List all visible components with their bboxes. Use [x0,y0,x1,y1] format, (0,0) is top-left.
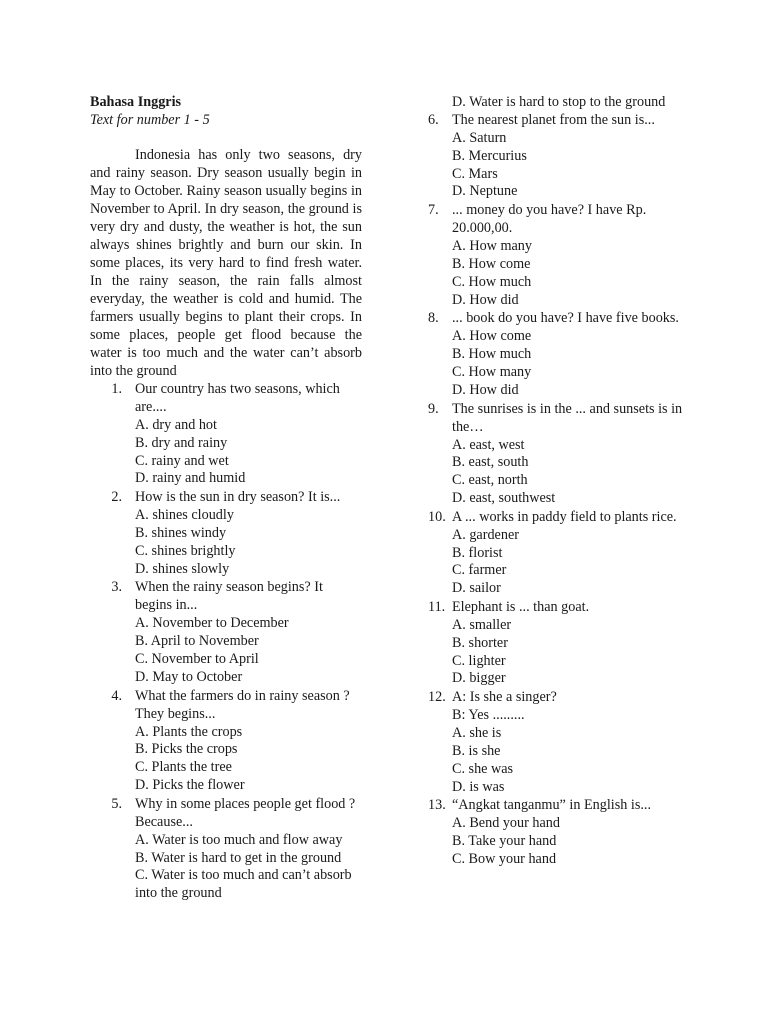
answer-option: B. is she [452,742,501,759]
answer-option: C. Water is too much and can’t absorb into the ground [135,867,352,902]
subject-title: Bahasa Inggris [90,94,182,110]
option-list [452,815,700,868]
option-list [135,724,362,795]
answer-option: B. Take your hand [452,833,557,850]
question-item [428,508,700,598]
question-number: 7. [428,202,439,219]
question-item [428,201,700,309]
answer-option: D. east, southwest [452,489,556,506]
answer-option: C. lighter [452,652,506,669]
answer-option: C. How much [452,273,532,290]
option-list [452,527,700,598]
question-number: 12. [428,689,446,706]
answer-option: B. April to November [135,633,259,650]
answer-option: C. Bow your hand [452,850,557,867]
question-item [428,111,700,201]
answer-option: A. dry and hot [135,417,217,433]
option-list [452,238,700,309]
answer-option: B. Picks the crops [135,741,238,758]
question-number: 1. [111,381,122,397]
question-list-left [90,380,362,903]
answer-option: A. east, west [452,436,525,453]
question-number: 5. [111,795,122,812]
question-number: 6. [428,112,439,128]
answer-option: C. November to April [135,650,259,667]
question-item [428,309,700,399]
answer-option: B. dry and rainy [135,434,228,451]
question-item [90,488,362,578]
answer-option: A. How come [452,328,532,345]
answer-option: D. bigger [452,670,506,687]
answer-option: B. Mercurius [452,147,527,164]
answer-option: C. farmer [452,562,507,579]
answer-option: D. is was [452,778,505,795]
question-text: Our country has two seasons, which are.... [135,381,340,415]
answer-option: D. sailor [452,580,501,597]
answer-option: B. shines windy [135,524,227,541]
question-text: A: Is she a singer? [452,689,557,706]
answer-option: C. shines brightly [135,542,236,559]
answer-option: D. Picks the flower [135,776,245,793]
question-number: 11. [428,598,446,615]
answer-option: D. rainy and humid [135,470,246,487]
question-text: ... book do you have? I have five books. [452,310,679,327]
question-text: Why in some places people get flood ? Because... [135,795,356,830]
option-list [452,437,700,508]
option-list [452,130,700,201]
instruction-text: Text for number 1 - 5 [90,112,210,128]
question-number: 4. [111,687,122,704]
question-text: When the rainy season begins? It begins in... [135,579,323,614]
answer-option: C. Mars [452,165,498,182]
answer-option: D. How did [452,381,519,398]
question-number: 8. [428,310,439,327]
answer-option: C. rainy and wet [135,452,229,469]
question-item [428,688,700,796]
question-text-line2: B: Yes ......... [452,707,525,724]
question-number: 9. [428,400,439,417]
question-text: How is the sun in dry season? It is... [135,489,341,506]
question-text: What the farmers do in rainy season ? They begins... [135,687,350,722]
answer-option: D. Neptune [452,183,518,200]
answer-option: B. shorter [452,634,508,651]
question-text: Elephant is ... than goat. [452,598,590,615]
answer-option: D. How did [452,291,519,308]
question-number: 3. [111,579,122,596]
answer-option: B. florist [452,544,503,561]
answer-option: A. November to December [135,615,289,632]
answer-option: A. she is [452,725,502,742]
option-continuation: D. Water is hard to stop to the ground [452,94,666,110]
answer-option: A. gardener [452,526,519,543]
answer-option: B. How come [452,255,531,272]
question-text: The sunrises is in the ... and sunsets is in the… [452,400,683,435]
question-item [428,796,700,868]
answer-option: C. How many [452,363,532,380]
question-number: 2. [111,489,122,506]
question-number: 13. [428,797,446,814]
answer-option: A. Water is too much and flow away [135,831,343,848]
answer-option: B. east, south [452,454,529,471]
question-text: A ... works in paddy field to plants rice. [452,508,677,525]
question-number: 10. [428,508,446,525]
option-list [135,417,362,488]
answer-option: C. east, north [452,472,528,489]
question-text: “Angkat tanganmu” in English is... [452,797,651,814]
option-list [452,725,700,796]
left-column [90,93,362,903]
question-item [90,795,362,903]
answer-option: A. Bend your hand [452,815,560,832]
answer-option: A. How many [452,238,532,255]
question-item [90,380,362,488]
answer-option: C. Plants the tree [135,759,232,776]
option-list [135,507,362,578]
answer-option: D. May to October [135,668,243,685]
question-text: ... money do you have? I have Rp. 20.000,00. [452,202,647,237]
answer-option: B. Water is hard to get in the ground [135,849,342,866]
answer-option: A. Saturn [452,130,507,146]
option-list [135,832,362,903]
option-list [452,617,700,688]
answer-option: C. she was [452,760,514,777]
answer-option: D. shines slowly [135,560,230,577]
option-list [135,615,362,686]
question-item [428,400,700,508]
question-text: The nearest planet from the sun is... [452,112,655,128]
answer-option: B. How much [452,346,532,363]
reading-passage: Indonesia has only two seasons, dry and rainy season. Dry season usually begin in May to October. Rainy season usually begins in November to April. In dry season, the ground is very dry and dusty, the weather is hot, the sun always shines brightly and burn our skin. In some places, its very hard to find fresh water. In the rainy season, the rain falls almost everyday, the weather is cold and humid. The farmers usually begins to plant their crops. In some places, people get flood because the water is too much and the water can’t absorb into the ground [90,147,362,379]
question-item [90,687,362,795]
answer-option: A. smaller [452,616,512,633]
question-item [90,578,362,686]
answer-option: A. shines cloudly [135,507,234,524]
question-list-right [428,111,700,869]
answer-option: A. Plants the crops [135,723,243,740]
right-column [428,93,700,869]
option-list [452,328,700,399]
question-item [428,598,700,688]
